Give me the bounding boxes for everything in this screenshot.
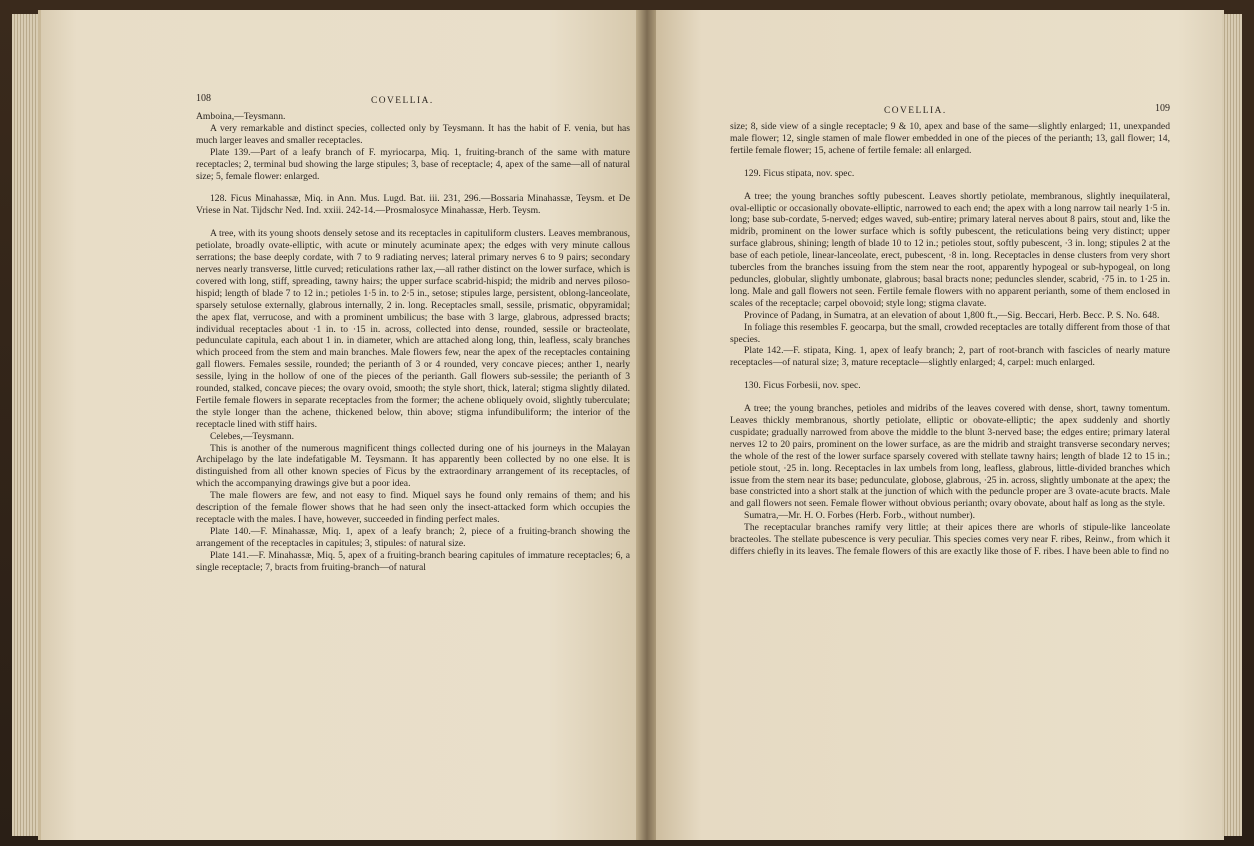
- right-page-content: [730, 103, 1170, 558]
- species-description: A tree, with its young shoots densely setose and its receptacles in capituliform clusters. Leaves membranous, petiolate, broadly ovate-elliptic, with acute or minutely acuminate apex; the edges with very minute callous serrations; the base deeply cordate, with 7 to 9 radiating nerves; lateral primary nerves 6 to 9 pairs; secondary nerves nearly transverse, little curved; reticulations rather lax,—all rather distinct on the lower surface, which is covered with long, stiff, spreading, tawny hairs; the upper surface scabrid-hispid; the midrib and nerves piloso-hispid; length of blade 7 to 12 in.; petioles 1·5 in. to 2·5 in., setose; stipules large, persistent, oblong-lanceolate, sparsely setulose externally, glabrous internally, 2 in. long. Receptacles small, sessile, prismatic, obpyramidal; the apex flat, verrucose, and with a prominent umbilicus; the base with 3 large, glabrous, adpressed bracts; individual receptacles about ·1 in. to ·15 in. across, collected into dense, rounded, sessile or bracteolate, pedunculate capitula, each about 1 in. in diameter, which are attached along long, thin, leafless, scaly branches which proceed from the stem and main branches. Male flowers few, near the apex of the receptacles containing gall flowers. Females sessile, rounded; the perianth of 3 or 4 rounded, very concave pieces; anther 1, nearly sessile, lying in the hollow of one of the pieces of the perianth. Gall flowers sub-sessile; the perianth of 3 rounded, stalked, concave pieces; the ovary ovoid, smooth; the style short, thick, lateral; stigma slightly dilated. Fertile female flowers in separate receptacles from the former; the achene obliquely ovoid, slightly tuberculate; the style longer than the achene, thickened below, thin above; stigma infundibuliform; the interior of the receptacle lined with stiff hairs.: [196, 228, 630, 430]
- right-page: [656, 10, 1224, 840]
- species-heading: 129. Ficus stipata, nov. spec.: [744, 167, 855, 179]
- book-gutter: [636, 10, 658, 840]
- left-page-number: 108: [196, 93, 211, 104]
- species-heading: 128. Ficus Minahassæ, Miq. in Ann. Mus. Lugd. Bat. iii. 231, 296.—Bossaria Minahassæ, Teysm. et De Vriese in Nat. Tijdschr Ned. Ind. xxiii. 242-14.—Prosmalosyce Minahassæ, Herb. Teysm.: [196, 193, 630, 217]
- species-description: A tree; the young branches softly pubescent. Leaves shortly petiolate, membranous, slightly inequilateral, oval-elliptic or occasionally obovate-elliptic, narrowed to each end; the apex with a long narrow tail nearly 1·5 in. long; base sub-cordate, 5-nerved; edges waved, sub-entire; primary lateral nerves about 8 pairs, stout and, like the midrib, prominent on the lower surface which is softly pubescent, the reticulations being very distinct; upper surface glabrous, shining; length of blade 10 to 12 in.; petioles stout, softly pubescent, ·3 in. long; stipules 2 at the base of each petiole, linear-lanceolate, erect, pubescent, ·8 in. long. Receptacles in dense clusters from very short tubercles from the branches issuing from the stem near the root, apparently hypogeal or sub-hypogeal, on long peduncles, globular, slightly umbonate, glabrous; basal bracts none; peduncles slender, scabrid, ·75 in. to 1·25 in. long. Male and gall flowers not seen. Fertile female flowers with no apparent perianth, some of them enclosed in scales of the receptacle; carpel obovoid; style long; stigma clavate.: [730, 190, 1170, 309]
- paragraph: This is another of the numerous magnificent things collected during one of his journeys in the Malayan Archipelago by the late indefatigable M. Teysmann. It has apparently been collected by no one else. It is distinguished from all other known species of Ficus by the extraordinary arrangement of its receptacles, of which the accompanying drawings give but a poor idea.: [196, 442, 630, 490]
- paragraph: The male flowers are few, and not easy to find. Miquel says he found only remains of them; and his description of the female flower shows that he had seen only the insect-attacked form which occupies the receptacle with the males. I have, however, succeeded in finding perfect males.: [196, 490, 630, 525]
- paragraph: The receptacular branches ramify very little; at their apices there are whorls of stipule-like lanceolate bracteoles. The stellate pubescence is very peculiar. This species comes very near F. ribes, Reinw., from which it differs chiefly in its leaves. The female flowers of this are exactly like those of F. ribes. I have been able to find no: [730, 522, 1170, 557]
- right-page-number: 109: [1155, 103, 1170, 114]
- plate-caption: Plate 141.—F. Minahassæ, Miq. 5, apex of a fruiting-branch bearing capitules of immature receptacles; 6, a single receptacle; 7, bracts from fruiting-branch—of natural: [196, 549, 630, 573]
- left-page-content: [196, 93, 630, 574]
- locality: Province of Padang, in Sumatra, at an elevation of about 1,800 ft.,—Sig. Beccari, Herb. Becc. P. S. No. 648.: [744, 309, 1160, 321]
- left-page-header: [196, 93, 630, 111]
- plate-caption: Plate 139.—Part of a leafy branch of F. myriocarpa, Miq. 1, fruiting-branch of the same with mature receptacles; 2, terminal bud showing the large stipules; 3, base of receptacle; 4, apex of the same—all of natural size; 5, female flower: enlarged.: [196, 146, 630, 182]
- plate-caption: Plate 142.—F. stipata, King. 1, apex of leafy branch; 2, part of root-branch with fascicles of nearly mature receptacles—of natural size; 3, mature receptacle—slightly enlarged; 4, carpel: much enlarged.: [730, 345, 1170, 369]
- species-description: A tree; the young branches, petioles and midribs of the leaves covered with dense, short, tawny tomentum. Leaves thickly membranous, shortly petiolate, elliptic or obovate-elliptic; the apex suddenly and shortly cuspidate; gradually narrowed from above the middle to the blunt 3-nerved base; the edges entire; primary lateral nerves 12 to 20 pairs, prominent on the lower surface, as are the midrib and straight transverse secondary nerves; the whole of the rest of the lower surface sparsely covered with stellate tawny hairs; length of blade 12 to 15 in.; petiole stout, ·25 in. long. Receptacles in lax umbels from long, leafless, glabrous, little-divided branches which issue from the stem near its base; pedunculate, globose, glabrous, ·25 in. across, slightly umbonate at the apex; the base constricted into a short stalk at the junction of which with the peduncle proper are 3 ovate-acute bracts. Male and gall flowers not seen. Female flower without obvious perianth; ovary obovate, about half as long as the style.: [730, 403, 1170, 510]
- locality: Sumatra,—Mr. H. O. Forbes (Herb. Forb., without number).: [744, 510, 976, 522]
- locality: Celebes,—Teysmann.: [210, 430, 295, 442]
- right-page-edges: [1222, 14, 1242, 836]
- paragraph: In foliage this resembles F. geocarpa, but the small, crowded receptacles are totally different from those of that species.: [730, 321, 1170, 345]
- left-running-title: COVELLIA.: [371, 96, 434, 106]
- right-page-header: [730, 103, 1170, 121]
- right-running-title: COVELLIA.: [884, 106, 947, 116]
- paragraph: Amboina,—Teysmann.: [196, 111, 286, 122]
- species-heading: 130. Ficus Forbesii, nov. spec.: [744, 380, 861, 392]
- paragraph: A very remarkable and distinct species, collected only by Teysmann. It has the habit of F. venia, but has much larger leaves and smaller receptacles.: [196, 122, 630, 146]
- plate-caption: Plate 140.—F. Minahassæ, Miq. 1, apex of a leafy branch; 2, piece of a fruiting-branch showing the arrangement of the receptacles in capitules; 3, stipules: of natural size.: [196, 525, 630, 549]
- left-page: [38, 10, 638, 840]
- left-page-edges: [12, 14, 38, 836]
- plate-caption: size; 8, side view of a single receptacle; 9 & 10, apex and base of the same—slightly enlarged; 11, unexpanded male flower; 12, single stamen of male flower embedded in one of the pieces of the perianth; 13, gall flower; 14, fertile female flower; 15, achene of fertile female: all enlarged.: [730, 121, 1170, 156]
